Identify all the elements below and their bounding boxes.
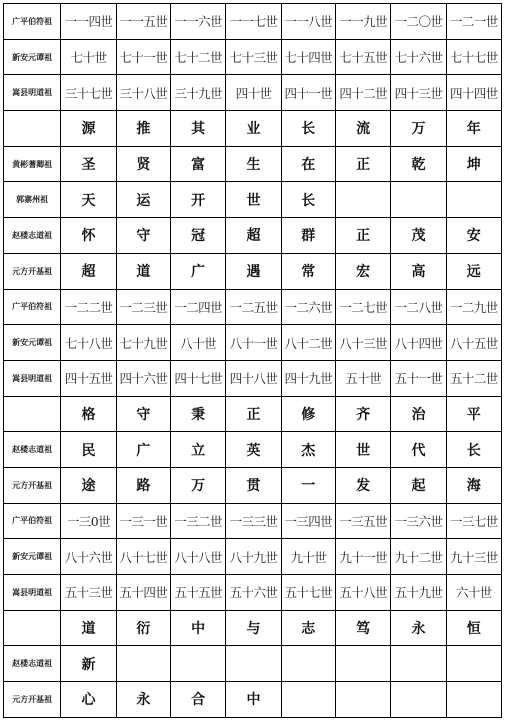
generation-character-cell: 平 <box>446 396 501 432</box>
generation-character-cell: 发 <box>335 467 390 503</box>
generation-character-cell: 乾 <box>391 146 446 182</box>
generation-character-cell: 长 <box>281 182 335 218</box>
row-label: 新安元谭祖 <box>4 325 61 361</box>
generation-character-cell: 恒 <box>446 610 501 646</box>
row-label: 赵楼志道祖 <box>4 432 61 468</box>
generation-character-cell: 秉 <box>170 396 225 432</box>
generation-character-cell: 修 <box>281 396 335 432</box>
generation-number-cell: 一二一世 <box>446 4 501 40</box>
generation-number-cell: 七十七世 <box>446 39 501 75</box>
row-label: 嵩县明道祖 <box>4 575 61 611</box>
generation-number-cell: 八十五世 <box>446 325 501 361</box>
generation-character-cell: 治 <box>391 396 446 432</box>
generation-character-cell: 路 <box>116 467 170 503</box>
generation-character-cell <box>116 646 170 682</box>
generation-character-cell <box>170 646 225 682</box>
generation-character-cell <box>226 646 281 682</box>
table-row <box>4 610 502 646</box>
generation-number-cell: 八十三世 <box>335 325 390 361</box>
generation-character-cell <box>391 182 446 218</box>
table-row <box>4 146 502 182</box>
generation-number-cell: 五十七世 <box>281 575 335 611</box>
row-label <box>4 111 61 147</box>
generation-number-cell: 五十一世 <box>391 360 446 396</box>
generation-number-cell: 一一八世 <box>281 4 335 40</box>
table-row <box>4 289 502 325</box>
generation-number-cell: 四十六世 <box>116 360 170 396</box>
table-row <box>4 253 502 289</box>
generation-character-cell: 远 <box>446 253 501 289</box>
generation-character-cell: 正 <box>335 218 390 254</box>
generation-number-cell: 一二〇世 <box>391 4 446 40</box>
generation-character-cell: 生 <box>226 146 281 182</box>
generation-number-cell: 八十九世 <box>226 539 281 575</box>
generation-number-cell: 四十七世 <box>170 360 225 396</box>
generation-number-cell: 一一七世 <box>226 4 281 40</box>
row-label: 广平伯符祖 <box>4 289 61 325</box>
generation-number-cell: 一二九世 <box>446 289 501 325</box>
generation-number-cell: 五十五世 <box>170 575 225 611</box>
generation-character-cell: 立 <box>170 432 225 468</box>
row-label <box>4 396 61 432</box>
generation-character-cell: 代 <box>391 432 446 468</box>
generation-character-cell: 坤 <box>446 146 501 182</box>
table-row <box>4 4 502 40</box>
generation-character-cell: 世 <box>226 182 281 218</box>
generation-number-cell: 九十三世 <box>446 539 501 575</box>
table-row <box>4 111 502 147</box>
generation-character-cell: 杰 <box>281 432 335 468</box>
generation-character-cell: 在 <box>281 146 335 182</box>
generation-number-cell: 六十世 <box>446 575 501 611</box>
generation-character-cell: 永 <box>116 682 170 718</box>
generation-character-cell: 与 <box>226 610 281 646</box>
generation-character-cell <box>446 182 501 218</box>
generation-number-cell: 一三一世 <box>116 503 170 539</box>
generation-number-cell: 五十二世 <box>446 360 501 396</box>
generation-character-cell <box>335 682 390 718</box>
generation-character-cell <box>391 646 446 682</box>
generation-number-cell: 九十二世 <box>391 539 446 575</box>
generation-character-cell: 英 <box>226 432 281 468</box>
generation-number-cell: 四十世 <box>226 75 281 111</box>
table-row <box>4 432 502 468</box>
row-label: 元方开基祖 <box>4 253 61 289</box>
table-row <box>4 75 502 111</box>
generation-character-cell: 高 <box>391 253 446 289</box>
generation-character-cell: 世 <box>335 432 390 468</box>
row-label: 广平伯符祖 <box>4 4 61 40</box>
row-label: 新安元谭祖 <box>4 539 61 575</box>
row-label: 广平伯符祖 <box>4 503 61 539</box>
row-label: 赵楼志道祖 <box>4 646 61 682</box>
generation-number-cell: 一三0世 <box>61 503 116 539</box>
generation-character-cell: 民 <box>61 432 116 468</box>
generation-number-cell: 一二五世 <box>226 289 281 325</box>
generation-number-cell: 五十六世 <box>226 575 281 611</box>
generation-character-cell: 遇 <box>226 253 281 289</box>
generation-character-cell: 中 <box>170 610 225 646</box>
row-label <box>4 610 61 646</box>
generation-number-cell: 五十九世 <box>391 575 446 611</box>
generation-number-cell: 四十四世 <box>446 75 501 111</box>
generation-character-cell: 正 <box>226 396 281 432</box>
generation-character-cell: 推 <box>116 111 170 147</box>
generation-number-cell: 一三五世 <box>335 503 390 539</box>
generation-number-cell: 一二四世 <box>170 289 225 325</box>
generation-number-cell: 四十九世 <box>281 360 335 396</box>
generation-number-cell: 八十一世 <box>226 325 281 361</box>
generation-character-cell: 开 <box>170 182 225 218</box>
generation-number-cell: 七十世 <box>61 39 116 75</box>
row-label: 黄彬蓍卿祖 <box>4 146 61 182</box>
generation-character-cell: 茂 <box>391 218 446 254</box>
generation-character-cell: 安 <box>446 218 501 254</box>
generation-number-cell: 七十二世 <box>170 39 225 75</box>
generation-number-cell: 一二六世 <box>281 289 335 325</box>
table-row <box>4 325 502 361</box>
generation-character-cell: 一 <box>281 467 335 503</box>
row-label: 新安元谭祖 <box>4 39 61 75</box>
generation-character-cell: 怀 <box>61 218 116 254</box>
generation-character-cell <box>446 682 501 718</box>
generation-character-cell: 心 <box>61 682 116 718</box>
generation-character-cell: 常 <box>281 253 335 289</box>
generation-character-cell <box>446 646 501 682</box>
generation-number-cell: 四十五世 <box>61 360 116 396</box>
generation-character-cell: 运 <box>116 182 170 218</box>
generation-character-cell: 守 <box>116 218 170 254</box>
generation-number-cell: 三十七世 <box>61 75 116 111</box>
table-row <box>4 39 502 75</box>
generation-character-cell: 超 <box>226 218 281 254</box>
generation-character-cell: 万 <box>391 111 446 147</box>
generation-number-cell: 一二二世 <box>61 289 116 325</box>
generation-number-cell: 九十世 <box>281 539 335 575</box>
generation-character-cell <box>281 646 335 682</box>
generation-character-cell: 格 <box>61 396 116 432</box>
generation-number-cell: 五十八世 <box>335 575 390 611</box>
generation-character-cell: 志 <box>281 610 335 646</box>
table-row <box>4 503 502 539</box>
generation-number-cell: 一三二世 <box>170 503 225 539</box>
generation-number-cell: 七十一世 <box>116 39 170 75</box>
generation-character-cell: 广 <box>170 253 225 289</box>
generation-number-cell: 三十八世 <box>116 75 170 111</box>
generation-character-cell: 圣 <box>61 146 116 182</box>
generation-number-cell: 一三四世 <box>281 503 335 539</box>
generation-character-cell <box>335 646 390 682</box>
generation-character-cell: 年 <box>446 111 501 147</box>
generation-number-cell: 七十三世 <box>226 39 281 75</box>
generation-character-cell <box>391 682 446 718</box>
generation-character-cell: 贯 <box>226 467 281 503</box>
generation-number-cell: 一二七世 <box>335 289 390 325</box>
row-label: 元方开基祖 <box>4 467 61 503</box>
table-row <box>4 646 502 682</box>
generation-character-cell: 万 <box>170 467 225 503</box>
generation-character-cell: 衍 <box>116 610 170 646</box>
generation-number-cell: 八十七世 <box>116 539 170 575</box>
generation-number-cell: 九十一世 <box>335 539 390 575</box>
generation-character-cell: 源 <box>61 111 116 147</box>
genealogy-generation-table <box>3 3 502 718</box>
generation-character-cell: 群 <box>281 218 335 254</box>
generation-number-cell: 三十九世 <box>170 75 225 111</box>
generation-number-cell: 八十八世 <box>170 539 225 575</box>
table-row <box>4 396 502 432</box>
generation-number-cell: 四十三世 <box>391 75 446 111</box>
generation-character-cell: 宏 <box>335 253 390 289</box>
generation-number-cell: 八十二世 <box>281 325 335 361</box>
generation-character-cell: 道 <box>61 610 116 646</box>
generation-character-cell: 道 <box>116 253 170 289</box>
generation-number-cell: 一一五世 <box>116 4 170 40</box>
generation-number-cell: 八十六世 <box>61 539 116 575</box>
generation-number-cell: 一一九世 <box>335 4 390 40</box>
generation-number-cell: 五十世 <box>335 360 390 396</box>
generation-number-cell: 四十一世 <box>281 75 335 111</box>
generation-number-cell: 一一四世 <box>61 4 116 40</box>
generation-number-cell: 一二三世 <box>116 289 170 325</box>
generation-character-cell: 合 <box>170 682 225 718</box>
table-body <box>4 4 502 718</box>
generation-number-cell: 七十四世 <box>281 39 335 75</box>
generation-number-cell: 八十四世 <box>391 325 446 361</box>
generation-character-cell: 流 <box>335 111 390 147</box>
generation-character-cell: 正 <box>335 146 390 182</box>
row-label: 赵楼志道祖 <box>4 218 61 254</box>
generation-character-cell: 业 <box>226 111 281 147</box>
generation-character-cell: 长 <box>446 432 501 468</box>
generation-character-cell: 笃 <box>335 610 390 646</box>
generation-character-cell <box>281 682 335 718</box>
row-label: 郭寨州祖 <box>4 182 61 218</box>
generation-character-cell: 守 <box>116 396 170 432</box>
generation-number-cell: 一一六世 <box>170 4 225 40</box>
row-label: 元方开基祖 <box>4 682 61 718</box>
generation-character-cell: 广 <box>116 432 170 468</box>
table-row <box>4 182 502 218</box>
generation-character-cell: 冠 <box>170 218 225 254</box>
generation-number-cell: 五十四世 <box>116 575 170 611</box>
generation-number-cell: 一三七世 <box>446 503 501 539</box>
generation-character-cell: 永 <box>391 610 446 646</box>
table-row <box>4 575 502 611</box>
generation-number-cell: 五十三世 <box>61 575 116 611</box>
table-row <box>4 467 502 503</box>
generation-number-cell: 七十五世 <box>335 39 390 75</box>
table-row <box>4 218 502 254</box>
generation-character-cell: 新 <box>61 646 116 682</box>
row-label: 嵩县明道祖 <box>4 75 61 111</box>
generation-character-cell <box>335 182 390 218</box>
generation-character-cell: 贤 <box>116 146 170 182</box>
table-row <box>4 682 502 718</box>
generation-number-cell: 一三三世 <box>226 503 281 539</box>
generation-character-cell: 齐 <box>335 396 390 432</box>
generation-number-cell: 七十九世 <box>116 325 170 361</box>
row-label: 嵩县明道祖 <box>4 360 61 396</box>
generation-character-cell: 中 <box>226 682 281 718</box>
generation-number-cell: 七十六世 <box>391 39 446 75</box>
table-row <box>4 360 502 396</box>
generation-character-cell: 海 <box>446 467 501 503</box>
generation-character-cell: 途 <box>61 467 116 503</box>
generation-number-cell: 八十世 <box>170 325 225 361</box>
generation-number-cell: 一三六世 <box>391 503 446 539</box>
generation-character-cell: 起 <box>391 467 446 503</box>
generation-number-cell: 一二八世 <box>391 289 446 325</box>
generation-character-cell: 其 <box>170 111 225 147</box>
generation-character-cell: 长 <box>281 111 335 147</box>
table-row <box>4 539 502 575</box>
generation-number-cell: 四十八世 <box>226 360 281 396</box>
generation-character-cell: 富 <box>170 146 225 182</box>
generation-character-cell: 天 <box>61 182 116 218</box>
generation-number-cell: 七十八世 <box>61 325 116 361</box>
generation-character-cell: 超 <box>61 253 116 289</box>
generation-number-cell: 四十二世 <box>335 75 390 111</box>
